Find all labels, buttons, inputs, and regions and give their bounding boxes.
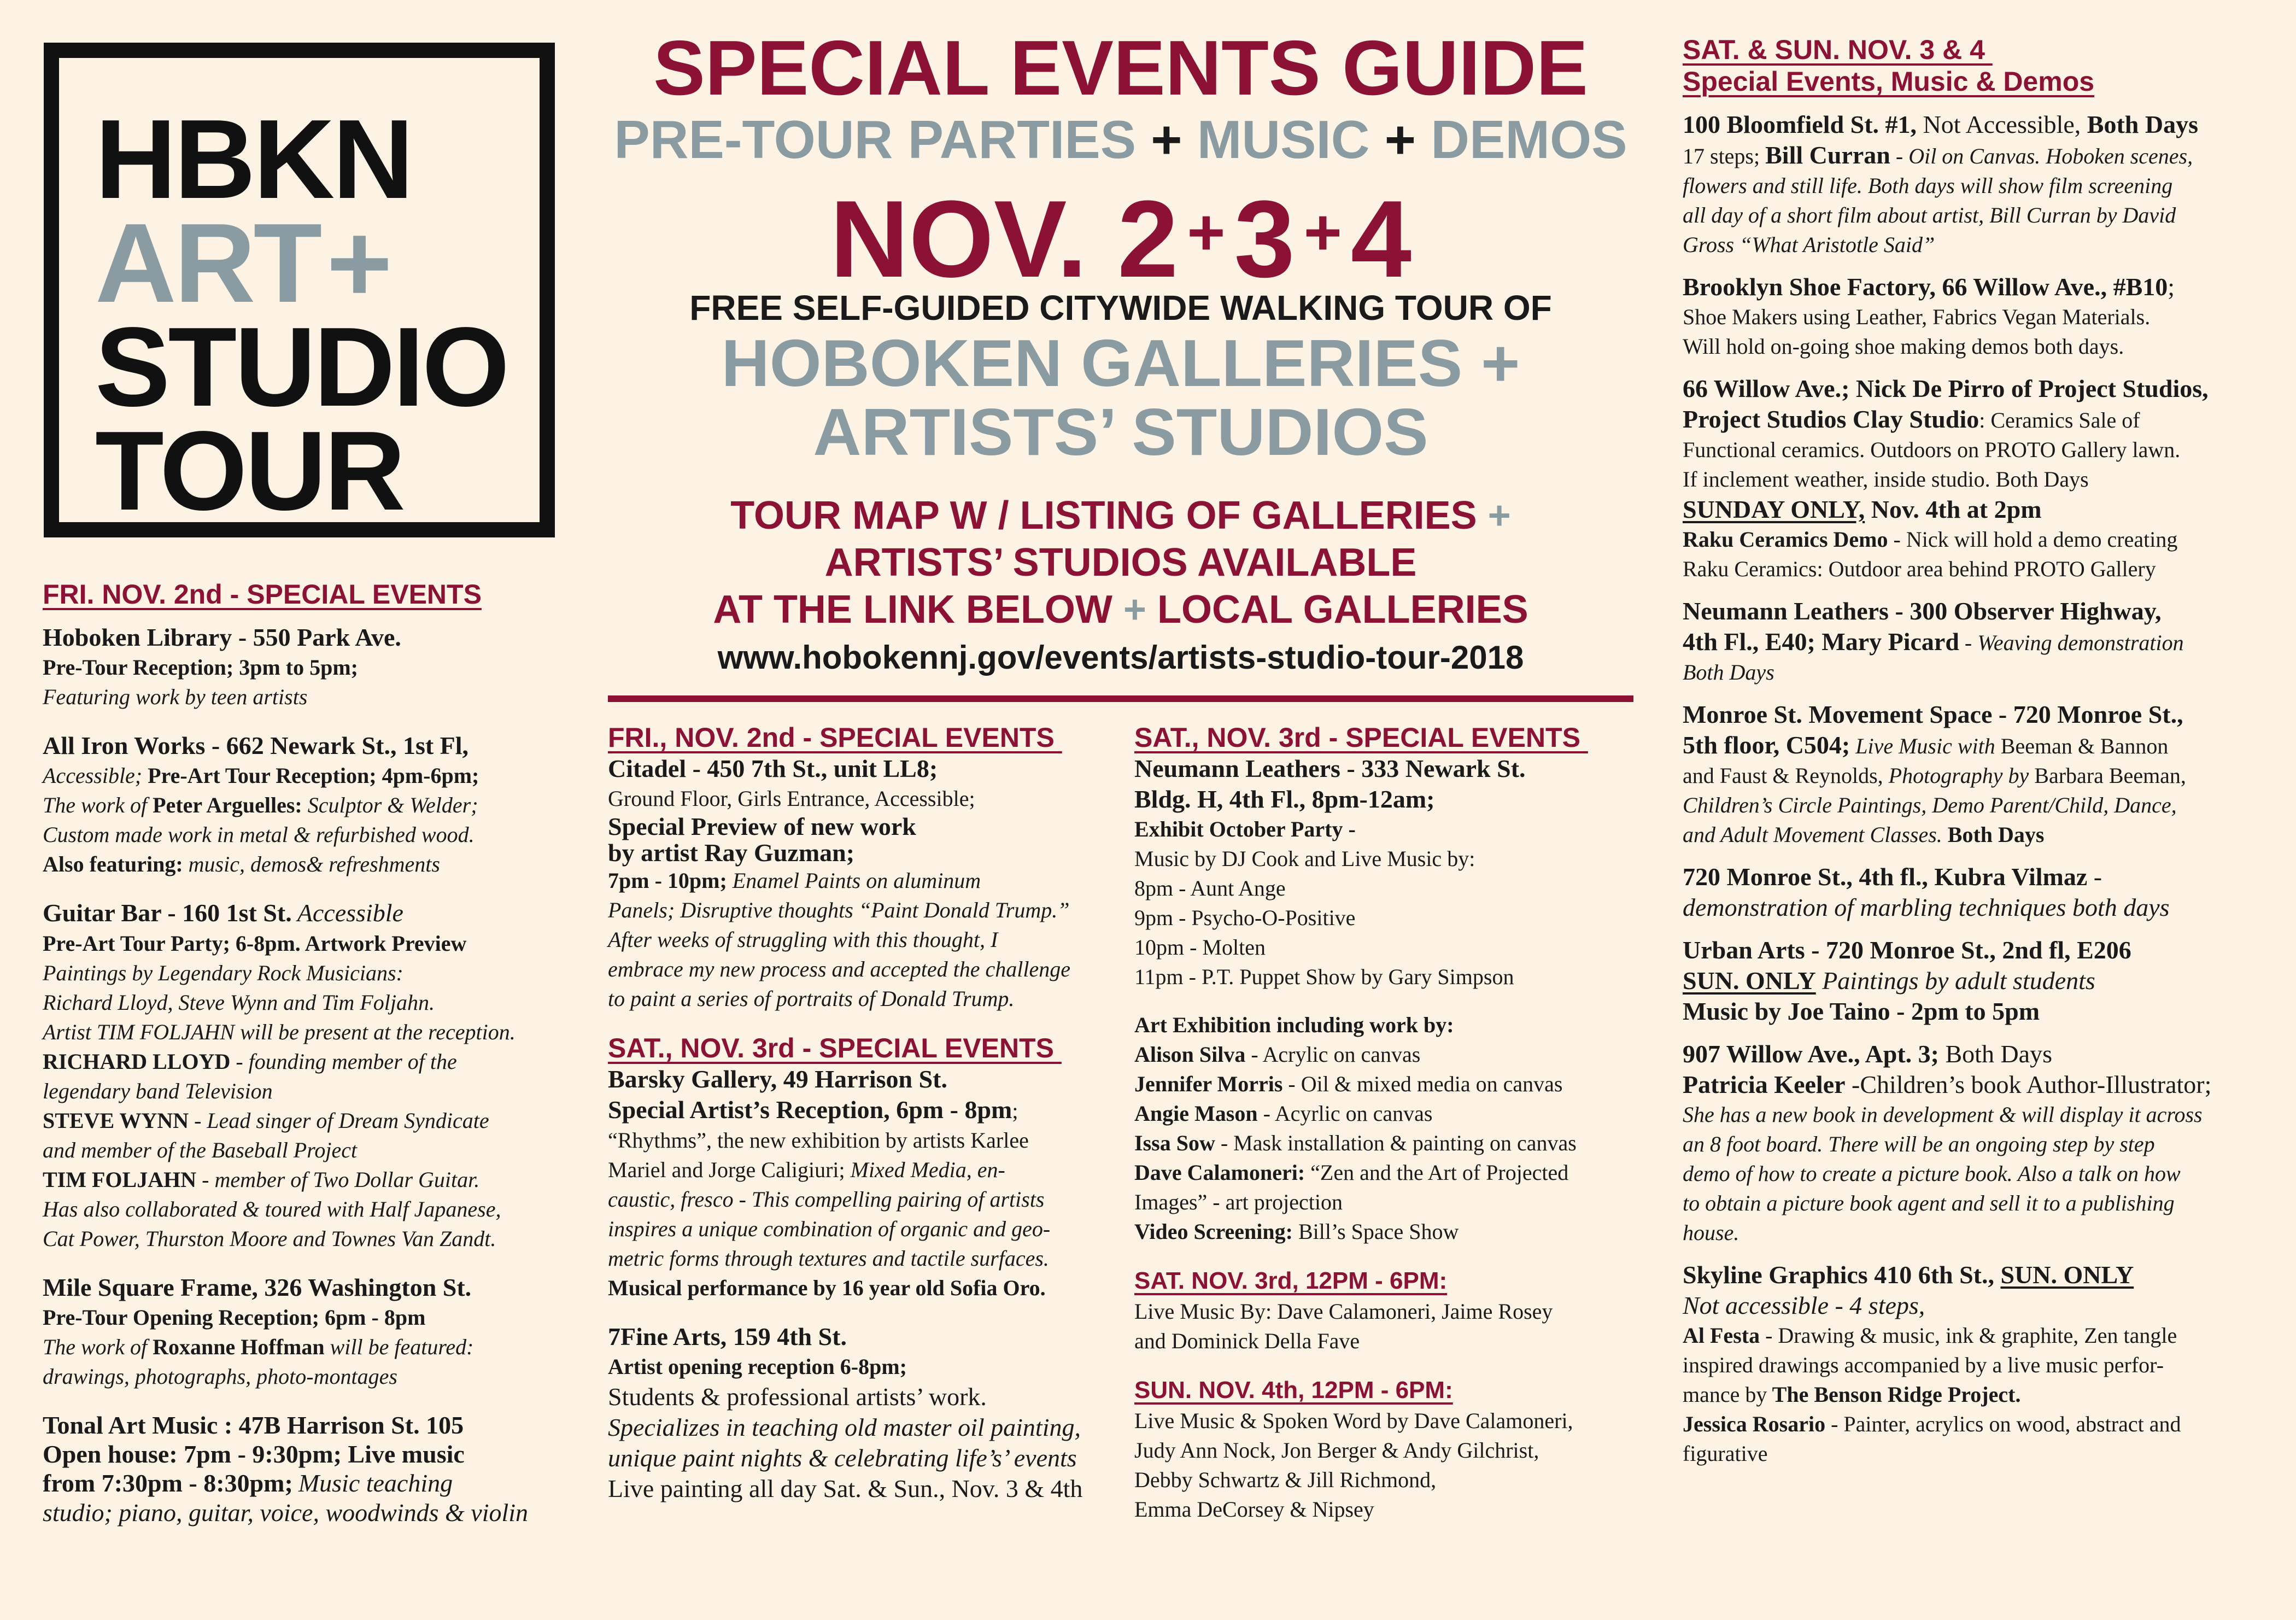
venue-title: 907 Willow Ave., Apt. 3; (1683, 1040, 1939, 1068)
venue-title: Tonal Art Music : 47B Harrison St. 105 (43, 1411, 464, 1439)
venue-title: Urban Arts - 720 Monroe St., 2nd fl, E206 (1683, 936, 2131, 964)
section-heading: SUN. NOV. 4th, 12PM - 6PM: (1134, 1377, 1453, 1403)
col-fri-sat-events: FRI., NOV. 2nd - SPECIAL EVENTS Citadel - 450 7th St., unit LL8; Ground Floor, Girls Entrance, Accessible; Special Preview of new work by artist Ray Guzman; 7pm - 10pm; Enamel Paints on aluminum Panels; Disruptive thoughts “Paint Donald Trump.” After weeks of struggling with this thought, I embrace my new process and accepted the challenge to paint a series of portraits of Donald Trump. SAT., NOV. 3rd - SPECIAL EVENTS Barsky Gallery, 49 Harrison St. Special Artist’s Reception, 6pm - 8pm; “Rhythms”, the new exhibition by artists Karlee Mariel and Jorge Caligiuri; Mixed Media, en- caustic, fresco - This compelling pairing of artists inspires a unique combination of organic and geo- metric forms through textures and tactile surfaces. Musical performance by 16 year old Sofia Oro. 7Fine Arts, 159 4th St. Artist opening reception 6-8pm; Students & professional artists’ work. Specializes in teaching old master oil painting, unique paint nights & celebrating life’s’ events Live painting all day Sat. & Sun., Nov. 3 & 4th (608, 722, 1111, 1504)
exhibit-item: Issa Sow - Mask installation & painting on canvas (1134, 1131, 1577, 1155)
section-heading: FRI., NOV. 2nd - SPECIAL EVENTS (608, 722, 1062, 753)
venue-title: 720 Monroe St., 4th fl., Kubra Vilmaz (1683, 863, 2088, 891)
section-heading: SAT., NOV. 3rd - SPECIAL EVENTS (1134, 722, 1588, 753)
section-heading: SAT. & SUN. NOV. 3 & 4 (1683, 34, 1993, 65)
col-fri-events: FRI. NOV. 2nd - SPECIAL EVENTS Hoboken Library - 550 Park Ave. Pre-Tour Reception; 3pm to 5pm; Featuring work by teen artists All Iron Works - 662 Newark St., 1st Fl, Accessible; Pre-Art Tour Reception; 4pm-6pm; The work of Peter Arguelles: Sculptor & Welder; Custom made work in metal & refurbished wood. Also featuring: music, demos& refreshments Guitar Bar - 160 1st St. Accessible Pre-Art Tour Party; 6-8pm. Artwork Preview Paintings by Legendary Rock Musicians: Richard Lloyd, Steve Wynn and Tim Foljahn. Artist TIM FOLJAHN will be present at the reception. RICHARD LLOYD - founding member of the legendary band Television STEVE WYNN - Lead singer of Dream Syndicate and member of the Baseball Project TIM FOLJAHN - member of Two Dollar Guitar. Has also collaborated & toured with Half Japanese, Cat Power, Thurston Moore and Townes Van Zandt. Mile Square Frame, 326 Washington St. Pre-Tour Opening Reception; 6pm - 8pm The work of Roxanne Hoffman will be featured: drawings, photographs, photo-montages Tonal Art Music : 47B Harrison St. 105 Open house: 7pm - 9:30pm; Live music from 7:30pm - 8:30pm; Music teaching studio; piano, guitar, voice, woodwinds & violin (43, 578, 589, 1527)
guide-title: SPECIAL EVENTS GUIDE (653, 25, 1588, 112)
venue-title: Barsky Gallery, 49 Harrison St. (608, 1065, 947, 1093)
col-weekend-events: SAT. & SUN. NOV. 3 & 4 Special Events, Music & Demos 100 Bloomfield St. #1, Not Accessible, Both Days 17 steps; Bill Curran - Oil on Canvas. Hoboken scenes, flowers and still life. Both days will show film screening all day of a short film about artist, Bill Curran by David Gross “What Aristotle Said” Brooklyn Shoe Factory, 66 Willow Ave., #B10; Shoe Makers using Leather, Fabrics Vegan Materials. Will hold on-going shoe making demos both days. 66 Willow Ave.; Nick De Pirro of Project Studios, Project Studios Clay Studio: Ceramics Sale of Functional ceramics. Outdoors on PROTO Gallery lawn. If inclement weather, inside studio. Both Days SUNDAY ONLY, Nov. 4th at 2pm Raku Ceramics Demo - Nick will hold a demo creating Raku Ceramics: Outdoor area behind PROTO Gallery Neumann Leathers - 300 Observer Highway, 4th Fl., E40; Mary Picard - Weaving demonstration Both Days Monroe St. Movement Space - 720 Monroe St., 5th floor, C504; Live Music with Beeman & Bannon and Faust & Reynolds, Photography by Barbara Beeman, Children’s Circle Paintings, Demo Parent/Child, Dance, and Adult Movement Classes. Both Days 720 Monroe St., 4th fl., Kubra Vilmaz - demonstration of marbling techniques both days Urban Arts - 720 Monroe St., 2nd fl, E206 SUN. ONLY Paintings by adult students Music by Joe Taino - 2pm to 5pm 907 Willow Ave., Apt. 3; Both Days Patricia Keeler -Children’s book Author-Illustrator; She has a new book in development & will display it across an 8 foot board. There will be an ongoing step by step demo of how to create a picture book. Also a talk on how to obtain a picture book agent and sell it to a publishing house. Skyline Graphics 410 6th St., SUN. ONLY Not accessible - 4 steps, Al Festa - Drawing & music, ink & graphite, Zen tangle inspired drawings accompanied by a live music perfor- mance by The Benson Ridge Project. Jessica Rosario - Painter, acrylics on wood, abstract and figurative (1683, 34, 2284, 1469)
event-dates: NOV. 2 +3 +4 (829, 178, 1412, 300)
tour-map-line-1: TOUR MAP W / LISTING OF GALLERIES + (730, 494, 1511, 537)
schedule-item: 10pm - Molten (1134, 935, 1266, 960)
tour-map-line-3: AT THE LINK BELOW + LOCAL GALLERIES (713, 588, 1528, 631)
schedule-item: 8pm - Aunt Ange (1134, 876, 1286, 900)
venue-title: Brooklyn Shoe Factory, 66 Willow Ave., #B10 (1683, 273, 2168, 301)
venue-title: Skyline Graphics 410 6th St., (1683, 1261, 1994, 1289)
section-heading: Special Events, Music & Demos (1683, 66, 2095, 97)
col-sat-sun-events: SAT., NOV. 3rd - SPECIAL EVENTS Neumann Leathers - 333 Newark St. Bldg. H, 4th Fl., 8pm-12am; Exhibit October Party - Music by DJ Cook and Live Music by: 8pm - Aunt Ange 9pm - Psycho-O-Positive 10pm - Molten 11pm - P.T. Puppet Show by Gary Simpson Art Exhibition including work by: Alison Silva - Acrylic on canvas Jennifer Morris - Oil & mixed media on canvas Angie Mason - Acyrlic on canvas Issa Sow - Mask installation & painting on canvas Dave Calamoneri: “Zen and the Art of Projected Images” - art projection Video Screening: Bill’s Space Show SAT. NOV. 3rd, 12PM - 6PM: Live Music By: Dave Calamoneri, Jaime Rosey and Dominick Della Fave SUN. NOV. 4th, 12PM - 6PM: Live Music & Spoken Word by Dave Calamoneri, Judy Ann Nock, Jon Berger & Andy Gilchrist, Debby Schwartz & Jill Richmond, Emma DeCorsey & Nipsey (1134, 722, 1659, 1524)
venue-title: Guitar Bar - 160 1st St. (43, 899, 292, 927)
section-heading: SAT. NOV. 3rd, 12PM - 6PM: (1134, 1267, 1448, 1294)
exhibit-item: Angie Mason - Acyrlic on canvas (1134, 1101, 1433, 1126)
logo-art: ART+ (95, 200, 390, 326)
logo-hbkn: HBKN (95, 96, 412, 222)
free-tour-line: FREE SELF-GUIDED CITYWIDE WALKING TOUR OF (689, 288, 1552, 327)
exhibit-item: Jennifer Morris - Oil & mixed media on canvas (1134, 1072, 1563, 1096)
galleries-line-1: HOBOKEN GALLERIES + (721, 326, 1520, 400)
tour-url-link[interactable]: www.hobokennj.gov/events/artists-studio-tour-2018 (717, 639, 1524, 676)
venue-title: 100 Bloomfield St. #1, (1683, 110, 1917, 138)
exhibit-item: Alison Silva - Acrylic on canvas (1134, 1042, 1421, 1067)
logo-studio: STUDIO (95, 304, 508, 430)
galleries-line-2: ARTISTS’ STUDIOS (813, 395, 1428, 469)
section-heading: SAT., NOV. 3rd - SPECIAL EVENTS (608, 1033, 1062, 1063)
header-divider (608, 695, 1633, 702)
section-heading: FRI. NOV. 2nd - SPECIAL EVENTS (43, 579, 482, 610)
venue-title: Citadel - 450 7th St., unit LL8; (608, 755, 938, 782)
venue-title: Monroe St. Movement Space - 720 Monroe St., (1683, 700, 2183, 728)
venue-title: All Iron Works - 662 Newark St., 1st Fl, (43, 732, 469, 759)
venue-title: Hoboken Library - 550 Park Ave. (43, 623, 401, 651)
guide-subtitle: PRE-TOUR PARTIES + MUSIC + DEMOS (614, 109, 1627, 169)
schedule-item: 11pm - P.T. Puppet Show by Gary Simpson (1134, 964, 1514, 989)
tour-map-line-2: ARTISTS’ STUDIOS AVAILABLE (824, 541, 1417, 584)
venue-title: Neumann Leathers - 300 Observer Highway, (1683, 597, 2162, 625)
schedule-item: 9pm - Psycho-O-Positive (1134, 905, 1356, 930)
venue-title: 7Fine Arts, 159 4th St. (608, 1323, 847, 1350)
logo-tour: TOUR (95, 408, 403, 534)
venue-title: 66 Willow Ave.; Nick De Pirro of Project Studios, (1683, 375, 2209, 402)
logo-box (44, 43, 555, 537)
venue-title: Neumann Leathers - 333 Newark St. (1134, 755, 1526, 782)
venue-title: Mile Square Frame, 326 Washington St. (43, 1273, 472, 1301)
